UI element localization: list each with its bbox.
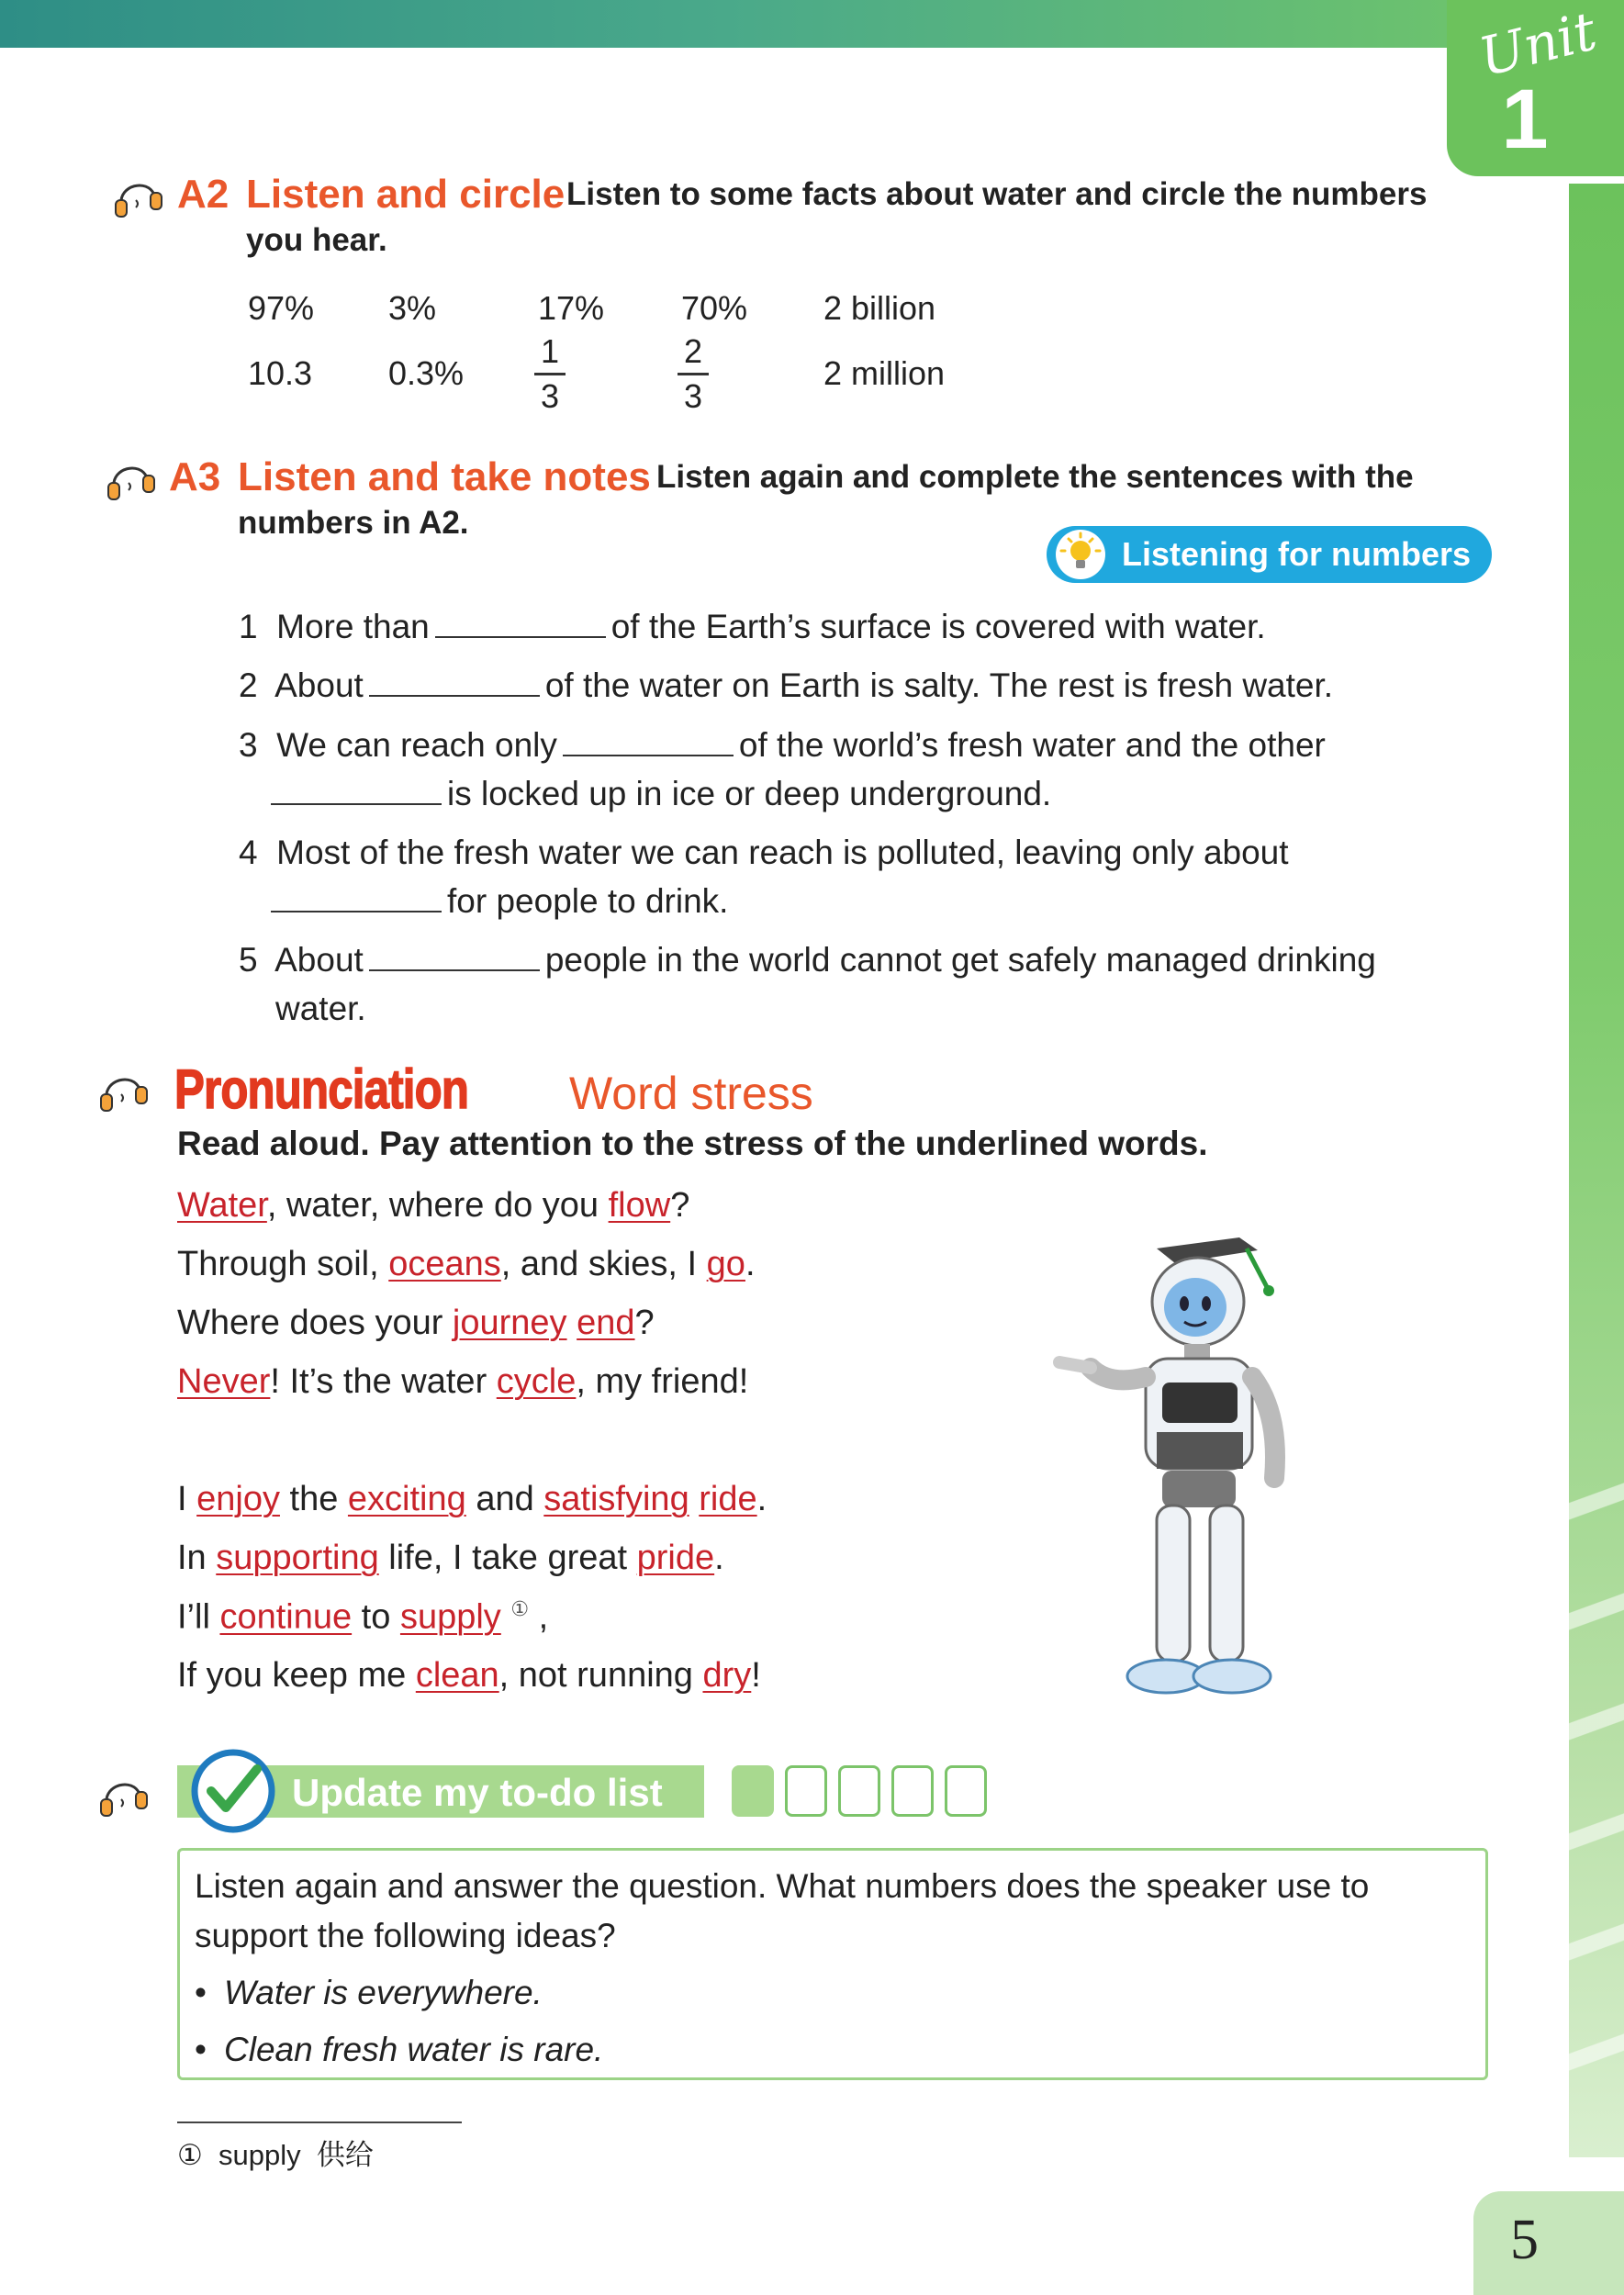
sentence-1: [239, 608, 1266, 646]
poem-text: [567, 1304, 577, 1342]
poem-text: to: [352, 1597, 400, 1637]
sentence-number: 4: [239, 834, 258, 871]
page-number-tab: [1473, 2191, 1624, 2295]
number-option[interactable]: 10.3: [248, 354, 313, 392]
answer-blank[interactable]: [271, 776, 442, 805]
side-stripe: [1569, 1909, 1624, 1974]
side-stripe: [1569, 1689, 1624, 1753]
fraction-bar: [534, 373, 566, 375]
poem-line: [177, 1186, 689, 1226]
poem-text: , and skies, I: [500, 1245, 707, 1283]
unit-number: 1: [1501, 73, 1549, 166]
poem-text: and: [465, 1480, 544, 1518]
bullet-dot: •: [195, 1974, 207, 2011]
poem-text: .: [714, 1539, 724, 1577]
number-option[interactable]: 2 billion: [823, 289, 936, 327]
answer-blank[interactable]: [369, 667, 540, 697]
side-stripe: [1569, 1469, 1624, 1533]
lightbulb-icon: [1054, 528, 1107, 581]
stressed-word: clean: [415, 1656, 499, 1695]
headphones-icon[interactable]: [95, 1067, 152, 1118]
number-option[interactable]: 97%: [248, 289, 315, 327]
sentence-4: [239, 834, 1289, 872]
a2-instruction-line1: Listen to some facts about water and circle the numbers: [566, 176, 1428, 212]
a3-code: A3: [169, 454, 221, 499]
poem-text: [689, 1480, 700, 1518]
poem-text: I: [177, 1480, 197, 1518]
todo-question-box: [177, 1848, 1488, 2080]
poem-text: , my friend!: [576, 1362, 749, 1401]
stressed-word: supporting: [216, 1539, 379, 1577]
stressed-word: continue: [219, 1597, 353, 1637]
poem-line: [177, 1597, 548, 1638]
stressed-word: satisfying: [543, 1480, 689, 1518]
side-stripe: [1569, 1799, 1624, 1864]
poem-line: [177, 1539, 724, 1578]
poem-text: , water, where do you: [266, 1186, 609, 1225]
poem-line: [177, 1480, 767, 1519]
poem-text: ?: [634, 1304, 655, 1342]
top-banner: [0, 0, 1450, 48]
stressed-word: Never: [177, 1362, 271, 1401]
robot-illustration: [1037, 1230, 1350, 1707]
sentence-2: [239, 666, 1333, 705]
footnote-gloss: 供给: [316, 2139, 374, 2171]
bullet-dot: •: [195, 2031, 207, 2068]
sentence-text: We can reach only: [276, 726, 557, 764]
todo-bullet: Water is everywhere.: [224, 1974, 543, 2011]
poem-line: [177, 1656, 761, 1696]
sentence-number: 1: [239, 608, 258, 645]
todo-question-line1: Listen again and answer the question. What numbers does the speaker use to: [195, 1867, 1370, 1905]
checkmark-icon: [191, 1749, 275, 1833]
sentence-text: of the Earth’s surface is covered with water.: [610, 608, 1266, 645]
number-option[interactable]: 3%: [388, 289, 437, 327]
footnote-divider: [177, 2121, 462, 2123]
sentence-3: [239, 726, 1326, 765]
poem-text: .: [756, 1480, 767, 1518]
fraction-numerator: 1: [540, 332, 560, 370]
sentence-number: 5: [239, 941, 258, 979]
poem-line: [177, 1245, 756, 1284]
number-option[interactable]: 17%: [538, 289, 605, 327]
side-stripe: [1569, 2020, 1624, 2084]
stressed-word: enjoy: [196, 1480, 280, 1518]
progress-box[interactable]: [838, 1765, 880, 1817]
poem-text: , not running: [498, 1656, 703, 1695]
fraction-denominator: 3: [540, 377, 560, 415]
poem-text: !: [751, 1656, 761, 1695]
poem-text: If you keep me: [177, 1656, 416, 1695]
headphones-icon[interactable]: [95, 1772, 152, 1823]
number-option[interactable]: 0.3%: [388, 354, 465, 392]
progress-box[interactable]: [945, 1765, 987, 1817]
sentence-text: of the world’s fresh water and the other: [738, 726, 1326, 764]
page-number: 5: [1510, 2209, 1539, 2271]
fraction-option[interactable]: [534, 334, 566, 414]
stressed-word: pride: [636, 1539, 715, 1577]
poem-text: I’ll: [177, 1597, 220, 1637]
stressed-word: exciting: [347, 1480, 466, 1518]
fraction-denominator: 3: [683, 377, 703, 415]
answer-blank[interactable]: [435, 609, 606, 638]
poem-text: In: [177, 1539, 217, 1577]
fraction-option[interactable]: [678, 334, 709, 414]
pronunciation-instruction: Read aloud. Pay attention to the stress of the underlined words.: [177, 1125, 1208, 1162]
a3-instruction-line1: Listen again and complete the sentences with the: [656, 459, 1414, 495]
tip-label: Listening for numbers: [1122, 535, 1472, 573]
progress-box[interactable]: [732, 1765, 774, 1817]
headphones-icon[interactable]: [103, 455, 160, 507]
poem-text: ,: [529, 1597, 549, 1637]
pronunciation-subtitle: Word stress: [569, 1068, 813, 1119]
side-stripe: [1569, 1579, 1624, 1643]
sentence-5-cont: water.: [275, 990, 366, 1027]
poem-line: [177, 1304, 655, 1343]
sentence-number: 3: [239, 726, 258, 764]
footnote-mark[interactable]: ①: [510, 1597, 530, 1620]
number-option[interactable]: 2 million: [823, 354, 946, 392]
stressed-word: ride: [699, 1480, 757, 1518]
todo-bullet: Clean fresh water is rare.: [224, 2031, 604, 2068]
footnote: [177, 2132, 374, 2173]
progress-box[interactable]: [785, 1765, 827, 1817]
poem-text: .: [745, 1245, 756, 1283]
poem-text: the: [279, 1480, 348, 1518]
footnote-mark: ①: [177, 2139, 203, 2171]
sentence-number: 2: [239, 666, 258, 704]
sentence-5: [239, 941, 1376, 980]
stressed-word: cycle: [496, 1362, 577, 1401]
footnote-word: supply: [218, 2139, 301, 2171]
stressed-word: Water: [177, 1186, 267, 1225]
fraction-numerator: 2: [683, 332, 703, 370]
a2-instruction-line2: you hear.: [246, 222, 387, 258]
stressed-word: go: [706, 1245, 745, 1283]
progress-box[interactable]: [891, 1765, 934, 1817]
sentence-text: people in the world cannot get safely managed drinking: [544, 941, 1376, 979]
stressed-word: flow: [608, 1186, 671, 1225]
a3-instruction-line2: numbers in A2.: [238, 505, 469, 541]
tip-badge[interactable]: [1047, 526, 1492, 583]
sentence-text: About: [274, 941, 364, 979]
poem-line: [177, 1362, 748, 1402]
unit-word: Unit: [1473, 0, 1603, 89]
a2-title: Listen and circle: [246, 172, 566, 217]
poem-text: ! It’s the water: [270, 1362, 497, 1401]
sentence-text: Most of the fresh water we can reach is polluted, leaving only about: [276, 834, 1289, 871]
sentence-3-cont: [271, 775, 1051, 813]
answer-blank[interactable]: [563, 727, 734, 756]
sentence-text: for people to drink.: [447, 882, 729, 920]
stressed-word: end: [577, 1304, 635, 1342]
poem-text: Where does your: [177, 1304, 453, 1342]
answer-blank[interactable]: [369, 942, 540, 971]
sentence-text: of the water on Earth is salty. The rest is fresh water.: [544, 666, 1334, 704]
poem-text: ?: [670, 1186, 690, 1225]
sentence-text: More than: [276, 608, 430, 645]
todo-label: Update my to-do list: [292, 1771, 663, 1814]
fraction-bar: [678, 373, 709, 375]
a2-code: A2: [177, 172, 230, 217]
sentence-text: is locked up in ice or deep underground.: [447, 775, 1052, 812]
number-option[interactable]: 70%: [681, 289, 748, 327]
sentence-text: About: [274, 666, 364, 704]
a3-title: Listen and take notes: [238, 454, 651, 499]
stressed-word: journey: [452, 1304, 567, 1342]
stressed-word: supply: [399, 1597, 501, 1637]
pronunciation-title: Pronunciation: [174, 1058, 469, 1120]
unit-tab: [1447, 0, 1624, 176]
todo-question-line2: support the following ideas?: [195, 1917, 616, 1954]
headphones-icon[interactable]: [110, 173, 167, 224]
sentence-4-cont: [271, 882, 728, 921]
stressed-word: dry: [702, 1656, 752, 1695]
stressed-word: oceans: [388, 1245, 501, 1283]
poem-text: life, I take great: [378, 1539, 637, 1577]
answer-blank[interactable]: [271, 883, 442, 912]
poem-text: Through soil,: [177, 1245, 389, 1283]
